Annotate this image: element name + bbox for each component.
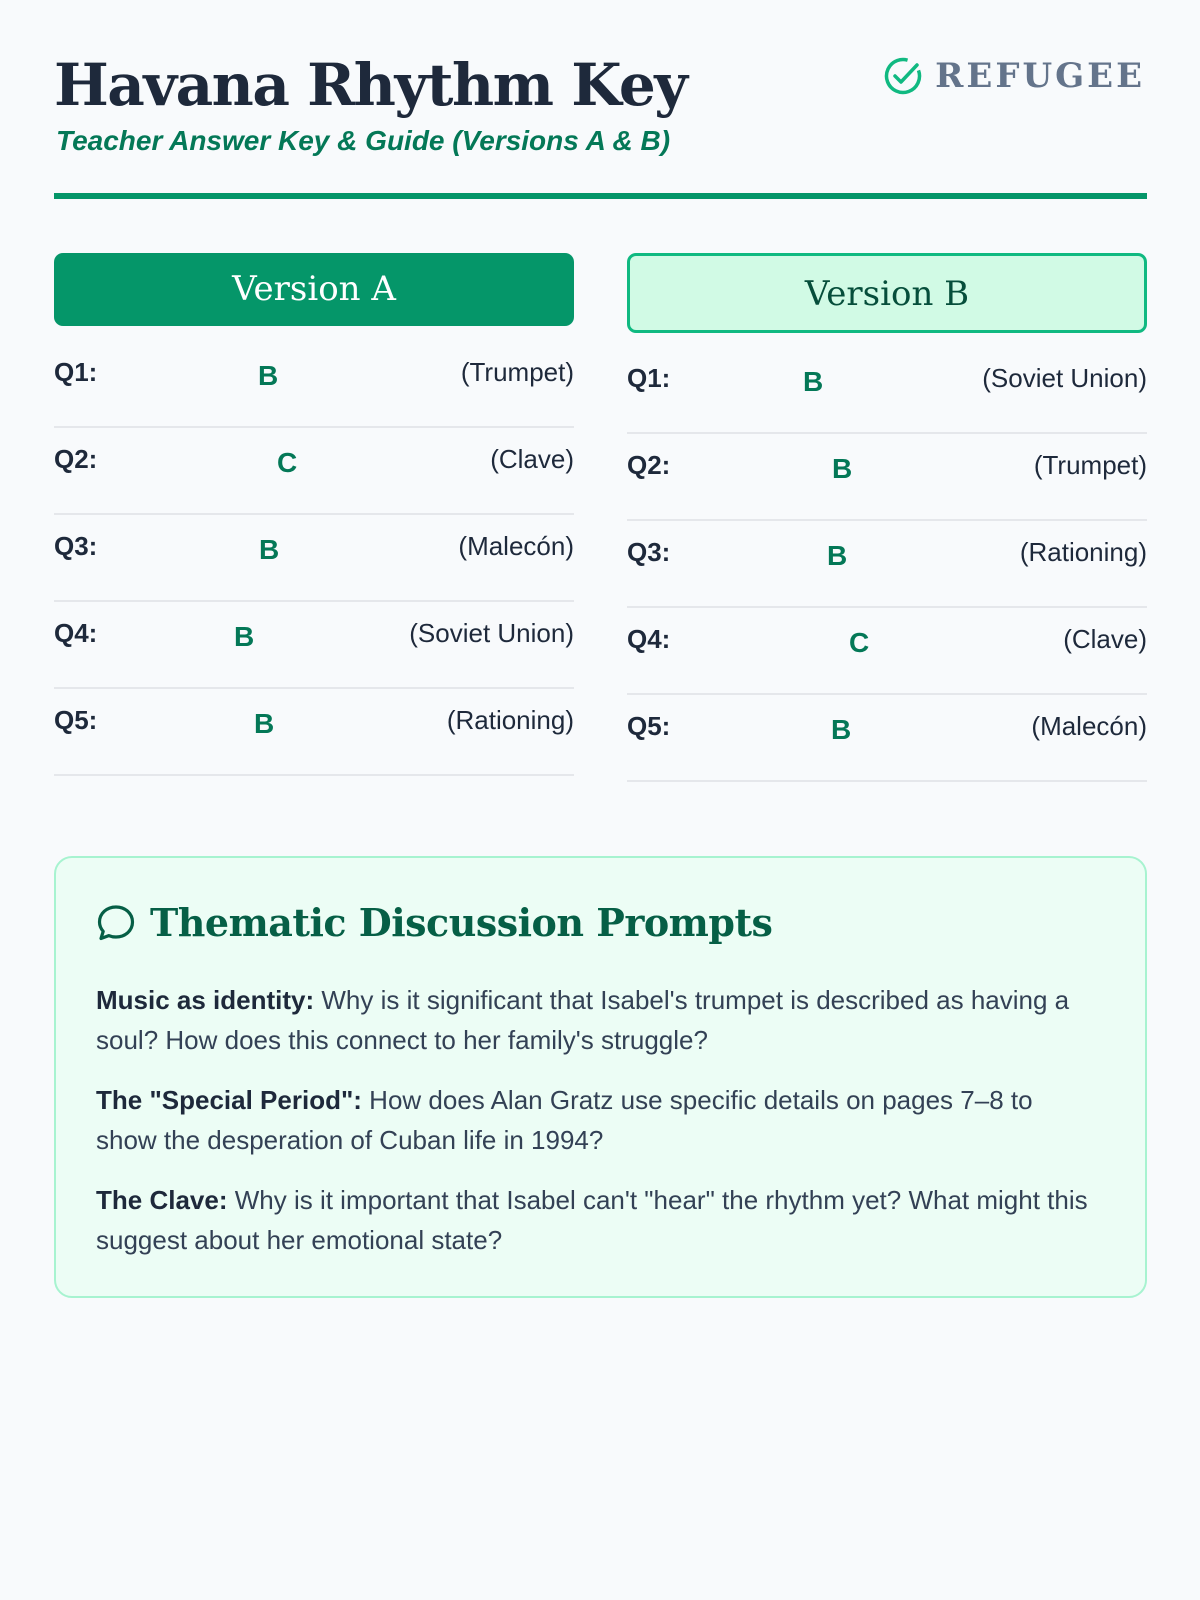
answer-letter: B: [831, 714, 852, 745]
version-b-answers: [627, 347, 1147, 782]
answer-topic: (Soviet Union): [982, 363, 1147, 393]
question-number: Q4:: [54, 618, 98, 648]
page-subtitle: Teacher Answer Key & Guide (Versions A & B): [56, 125, 671, 156]
prompt-label: Music as identity:: [96, 985, 315, 1015]
discussion-prompt: [96, 1180, 1096, 1260]
answer-row: [54, 602, 574, 689]
answer-topic: (Trumpet): [460, 357, 574, 387]
answer-letter: C: [849, 627, 870, 658]
version-b-column: [627, 253, 1147, 782]
question-number: Q5:: [627, 711, 671, 741]
prompt-text: How does Alan Gratz use specific details on pages 7–8 to show the desperation of Cuban life in 1994?: [96, 1085, 1033, 1155]
version-a-answers: [54, 341, 574, 776]
answer-row: [54, 689, 574, 776]
answer-key-page: [54, 0, 1147, 1255]
question-number: Q1:: [54, 357, 98, 387]
question-number: Q1:: [627, 363, 671, 393]
question-number: Q2:: [627, 450, 671, 480]
answer-letter: B: [258, 360, 279, 391]
prompt-label: The "Special Period":: [96, 1085, 362, 1115]
discussion-prompt: [96, 1080, 1096, 1160]
answer-letter: B: [803, 366, 824, 397]
answer-row: [627, 434, 1147, 521]
answer-topic: (Trumpet): [1033, 450, 1147, 480]
version-a-header: Version A: [54, 253, 574, 326]
discussion-panel: [54, 856, 1147, 1298]
prompt-text: Why is it important that Isabel can't "hear" the rhythm yet? What might this suggest about her emotional state?: [96, 1185, 1088, 1255]
answer-topic: (Rationing): [446, 705, 574, 735]
answer-topic: (Rationing): [1019, 537, 1147, 567]
answer-topic: (Clave): [1063, 624, 1147, 654]
question-number: Q5:: [54, 705, 98, 735]
brand-badge: [883, 56, 1145, 96]
answer-row: [54, 515, 574, 602]
prompt-text: Why is it significant that Isabel's trumpet is described as having a soul? How does this connect to her family's struggle?: [96, 985, 1070, 1055]
answer-row: [54, 341, 574, 428]
header-divider: [54, 193, 1147, 199]
page-title: Havana Rhythm Key: [54, 51, 687, 119]
question-number: Q4:: [627, 624, 671, 654]
answer-topic: (Malecón): [1031, 711, 1147, 741]
page-header: [54, 0, 1147, 200]
discussion-heading: Thematic Discussion Prompts: [150, 900, 773, 945]
answer-letter: C: [277, 447, 298, 478]
answer-letter: B: [827, 540, 848, 571]
answer-row: [627, 347, 1147, 434]
brand-label: REFUGEE: [935, 56, 1145, 96]
answer-topic: (Clave): [490, 444, 574, 474]
answer-letter: B: [259, 534, 280, 565]
discussion-prompt: [96, 980, 1096, 1060]
answer-topic: (Malecón): [458, 531, 574, 561]
version-b-header: Version B: [627, 253, 1147, 333]
answer-letter: B: [832, 453, 853, 484]
check-circle-icon: [883, 56, 923, 96]
prompt-label: The Clave:: [96, 1185, 228, 1215]
discussion-title-row: [96, 900, 772, 945]
answer-row: [627, 608, 1147, 695]
version-a-column: [54, 253, 574, 776]
question-number: Q3:: [54, 531, 98, 561]
answer-topic: (Soviet Union): [409, 618, 574, 648]
chat-bubble-icon: [96, 903, 136, 943]
question-number: Q3:: [627, 537, 671, 567]
answer-row: [627, 521, 1147, 608]
answer-row: [627, 695, 1147, 782]
question-number: Q2:: [54, 444, 98, 474]
answer-row: [54, 428, 574, 515]
answer-letter: B: [234, 621, 255, 652]
answer-letter: B: [254, 708, 275, 739]
